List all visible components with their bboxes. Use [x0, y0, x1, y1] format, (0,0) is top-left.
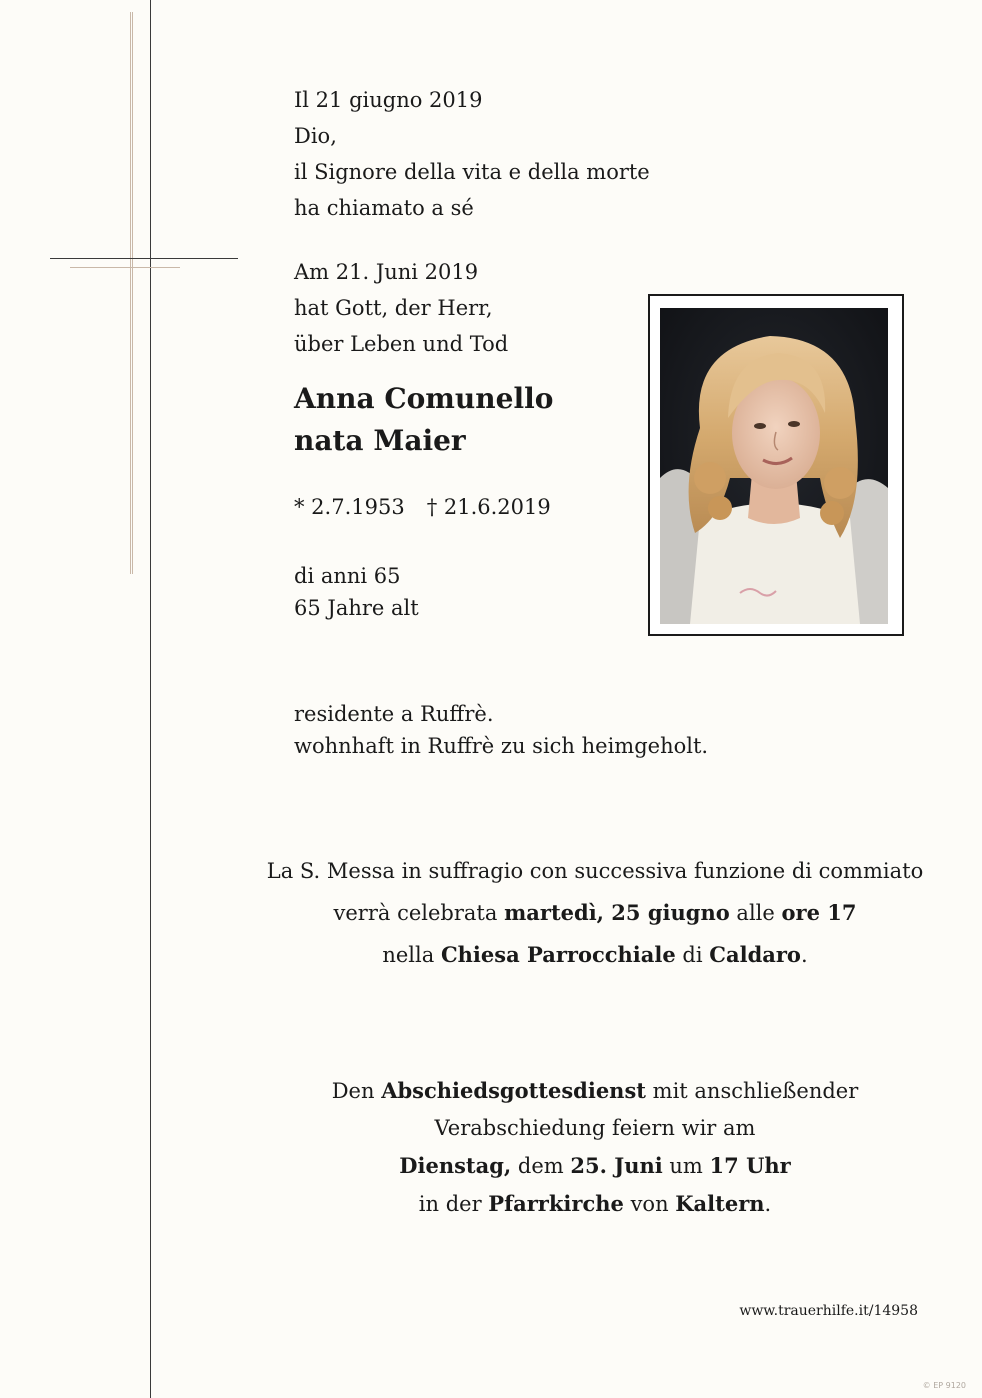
service-type: Abschiedsgottesdienst	[381, 1078, 646, 1103]
mass-place: Caldaro	[709, 942, 801, 967]
service-day: Dienstag,	[399, 1153, 512, 1178]
cross-ornament-horizontal	[50, 258, 238, 268]
mass-line	[248, 934, 942, 976]
service-line	[248, 1072, 942, 1110]
mass-announcement-italian	[248, 850, 942, 976]
mass-text: di	[682, 943, 703, 967]
residence-block	[294, 698, 708, 762]
service-text: Den	[331, 1079, 375, 1103]
italian-intro-line: Dio,	[294, 124, 337, 148]
german-intro	[294, 254, 508, 362]
death-date: † 21.6.2019	[426, 495, 551, 519]
birth-date: * 2.7.1953	[294, 495, 405, 519]
service-text: in der	[418, 1192, 482, 1216]
mass-text: alle	[736, 901, 775, 925]
website-link[interactable]: www.trauerhilfe.it/14958	[739, 1303, 918, 1319]
mass-text: .	[800, 943, 808, 967]
mass-text: nella	[382, 943, 435, 967]
service-line: Verabschiedung feiern wir am	[434, 1116, 756, 1140]
service-text: .	[764, 1192, 772, 1216]
service-text: um	[669, 1154, 703, 1178]
left-margin-rule	[150, 0, 151, 1398]
italian-intro-date: Il 21 giugno 2019	[294, 88, 483, 112]
life-dates	[294, 495, 551, 519]
german-intro-line: hat Gott, der Herr,	[294, 296, 493, 320]
service-line	[248, 1147, 942, 1185]
portrait-illustration	[660, 308, 888, 624]
cross-bar-gold	[70, 267, 180, 268]
italian-intro-line: ha chiamato a sé	[294, 196, 474, 220]
deceased-birth-name: nata Maier	[294, 424, 466, 457]
age-block	[294, 560, 419, 624]
cross-ornament-vertical	[130, 12, 133, 574]
age-german: 65 Jahre alt	[294, 596, 419, 620]
service-church: Pfarrkirche	[488, 1191, 624, 1216]
service-announcement-german	[248, 1072, 942, 1223]
service-text: mit anschließender	[652, 1079, 859, 1103]
print-code: © EP 9120	[922, 1381, 966, 1390]
cross-bar-dark	[50, 258, 238, 259]
service-date: 25. Juni	[570, 1153, 663, 1178]
mass-date: martedì, 25 giugno	[504, 900, 730, 925]
residence-german: wohnhaft in Ruffrè zu sich heimgeholt.	[294, 734, 709, 758]
service-place: Kaltern	[675, 1191, 765, 1216]
deceased-name-block	[294, 378, 553, 462]
service-text: dem	[517, 1154, 564, 1178]
german-intro-line: über Leben und Tod	[294, 332, 509, 356]
mass-text: verrà celebrata	[333, 901, 498, 925]
residence-italian: residente a Ruffrè.	[294, 702, 494, 726]
mass-line: La S. Messa in suffragio con successiva funzione di commiato	[266, 859, 924, 883]
italian-intro-line: il Signore della vita e della morte	[294, 160, 650, 184]
mass-church: Chiesa Parrocchiale	[440, 942, 676, 967]
service-time: 17 Uhr	[709, 1153, 791, 1178]
portrait-frame	[648, 294, 904, 636]
mass-line	[248, 892, 942, 934]
service-line	[248, 1185, 942, 1223]
service-text: von	[630, 1192, 669, 1216]
italian-intro	[294, 82, 650, 226]
portrait-photo	[660, 308, 888, 624]
deceased-name: Anna Comunello	[294, 382, 554, 415]
age-italian: di anni 65	[294, 564, 401, 588]
german-intro-date: Am 21. Juni 2019	[294, 260, 479, 284]
mass-time: ore 17	[781, 900, 857, 925]
